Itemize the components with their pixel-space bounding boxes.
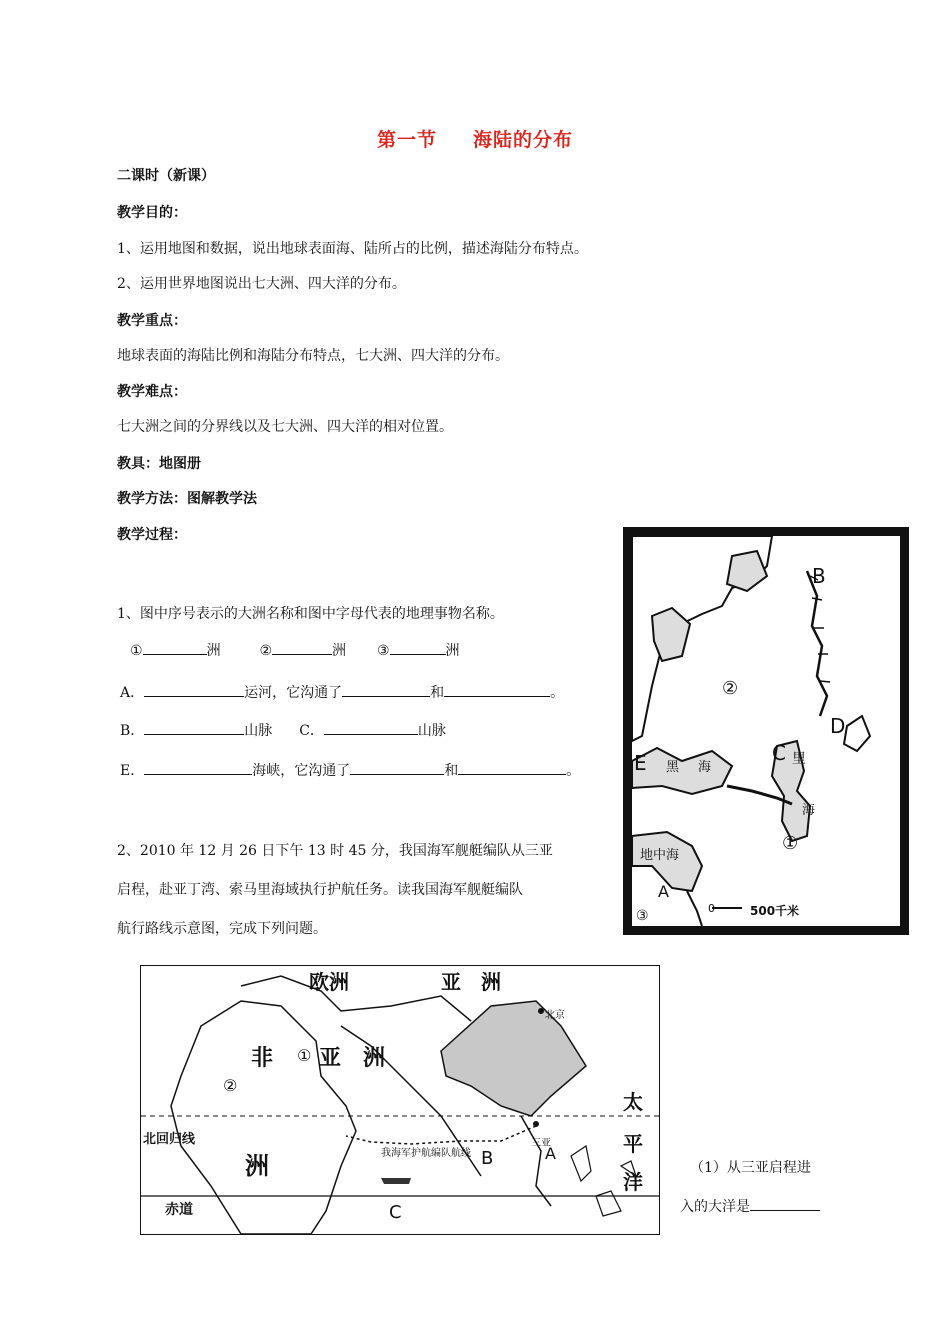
- blank-a-sea-2[interactable]: [444, 682, 550, 697]
- label-beijing: 北京: [545, 1010, 565, 1021]
- blank-continent-3[interactable]: [390, 640, 446, 655]
- label-equator: 赤道: [165, 1202, 193, 1218]
- lesson-type: 二课时（新课）: [117, 168, 215, 184]
- label-B: B: [481, 1148, 494, 1169]
- label-hai1: 海: [698, 760, 712, 775]
- blank-e-sea-1[interactable]: [350, 760, 444, 775]
- goals-heading: 教学目的：: [117, 205, 187, 221]
- label-africa-1: 非: [251, 1046, 274, 1071]
- label-C: C: [389, 1202, 402, 1223]
- label-dzh: 地中海: [640, 848, 680, 863]
- q1-prompt: 1、图中序号表示的大洲名称和图中字母代表的地理事物名称。: [117, 606, 504, 622]
- label-sanya: 三亚: [531, 1138, 551, 1149]
- key-points-heading: 教学重点：: [117, 313, 187, 329]
- sub-q1-line-1: （1）从三亚启程进: [690, 1160, 811, 1176]
- key-points-text: 地球表面的海陆比例和海陆分布特点，七大洲、四大洋的分布。: [117, 348, 509, 364]
- difficulties-heading: 教学难点：: [117, 384, 187, 400]
- tools-line: 教具：地图册: [117, 456, 201, 472]
- q1-row-b: B． 山脉 C． 山脉: [120, 720, 446, 740]
- blank-e-sea-2[interactable]: [458, 760, 566, 775]
- label-yang: 洋: [623, 1170, 643, 1194]
- difficulties-text: 七大洲之间的分界线以及七大洲、四大洋的相对位置。: [117, 419, 453, 435]
- route-map: [140, 965, 660, 1235]
- goal-item-1: 1、运用地图和数据，说出地球表面海、陆所占的比例，描述海陆分布特点。: [117, 241, 588, 257]
- label-n2: ②: [223, 1076, 238, 1095]
- label-n3: ③: [636, 908, 649, 924]
- label-li: 里: [792, 751, 806, 767]
- q2-line-2: 启程，赴亚丁湾、索马里海域执行护航任务。读我国海军舰艇编队: [117, 882, 523, 898]
- goal-item-2: 2、运用世界地图说出七大洲、四大洋的分布。: [117, 276, 406, 292]
- blank-b-mountains[interactable]: [144, 720, 244, 735]
- blank-continent-2[interactable]: [272, 640, 332, 655]
- label-n1: ①: [782, 833, 799, 854]
- label-ping: 平: [623, 1132, 643, 1156]
- label-n1: ①: [297, 1046, 312, 1065]
- sub-q1-line-2: 入的大洋是: [680, 1196, 820, 1216]
- label-C: C: [772, 741, 786, 765]
- blank-c-mountains[interactable]: [324, 720, 418, 735]
- method-line: 教学方法：图解教学法: [117, 491, 257, 507]
- label-tai: 太: [623, 1090, 643, 1114]
- label-hei: 黑: [666, 760, 680, 775]
- region-map-frame: [623, 527, 909, 935]
- blank-a-canal[interactable]: [144, 682, 244, 697]
- page-title: 第一节 海陆的分布: [376, 129, 574, 151]
- label-scale: 500千米: [750, 904, 800, 918]
- label-D: D: [830, 714, 846, 738]
- label-B: B: [812, 564, 826, 588]
- process-heading: 教学过程：: [117, 527, 187, 543]
- label-zero: 0: [708, 902, 715, 915]
- label-A: A: [658, 882, 669, 901]
- blank-a-sea-1[interactable]: [342, 682, 430, 697]
- q1-row-continents: ① 洲 ② 洲 ③ 洲: [130, 640, 460, 660]
- q2-line-1: 2、2010 年 12 月 26 日下午 13 时 45 分，我国海军舰艇编队从三亚: [117, 843, 553, 859]
- q2-line-3: 航行路线示意图，完成下列问题。: [117, 921, 327, 937]
- label-asia-2: 亚 洲: [319, 1046, 386, 1071]
- label-europe: 欧洲: [309, 970, 349, 994]
- label-n2: ②: [722, 678, 739, 699]
- q1-row-e: E． 海峡，它沟通了 和 。: [120, 760, 580, 780]
- blank-e-strait[interactable]: [144, 760, 252, 775]
- label-A: A: [545, 1144, 556, 1163]
- label-hai2: 海: [802, 803, 816, 818]
- label-E: E: [634, 751, 647, 775]
- label-asia: 亚 洲: [441, 970, 501, 994]
- label-tropic: 北回归线: [143, 1132, 196, 1147]
- blank-continent-1[interactable]: [143, 640, 207, 655]
- label-route: 我海军护航编队航线: [381, 1148, 471, 1159]
- region-map: [632, 536, 900, 926]
- route-map-drawing: [141, 966, 659, 1234]
- region-map-drawing: [632, 536, 900, 926]
- blank-ocean[interactable]: [750, 1196, 820, 1211]
- q1-row-a: A． 运河，它沟通了 和 。: [120, 682, 564, 702]
- label-africa-2: 洲: [245, 1152, 269, 1180]
